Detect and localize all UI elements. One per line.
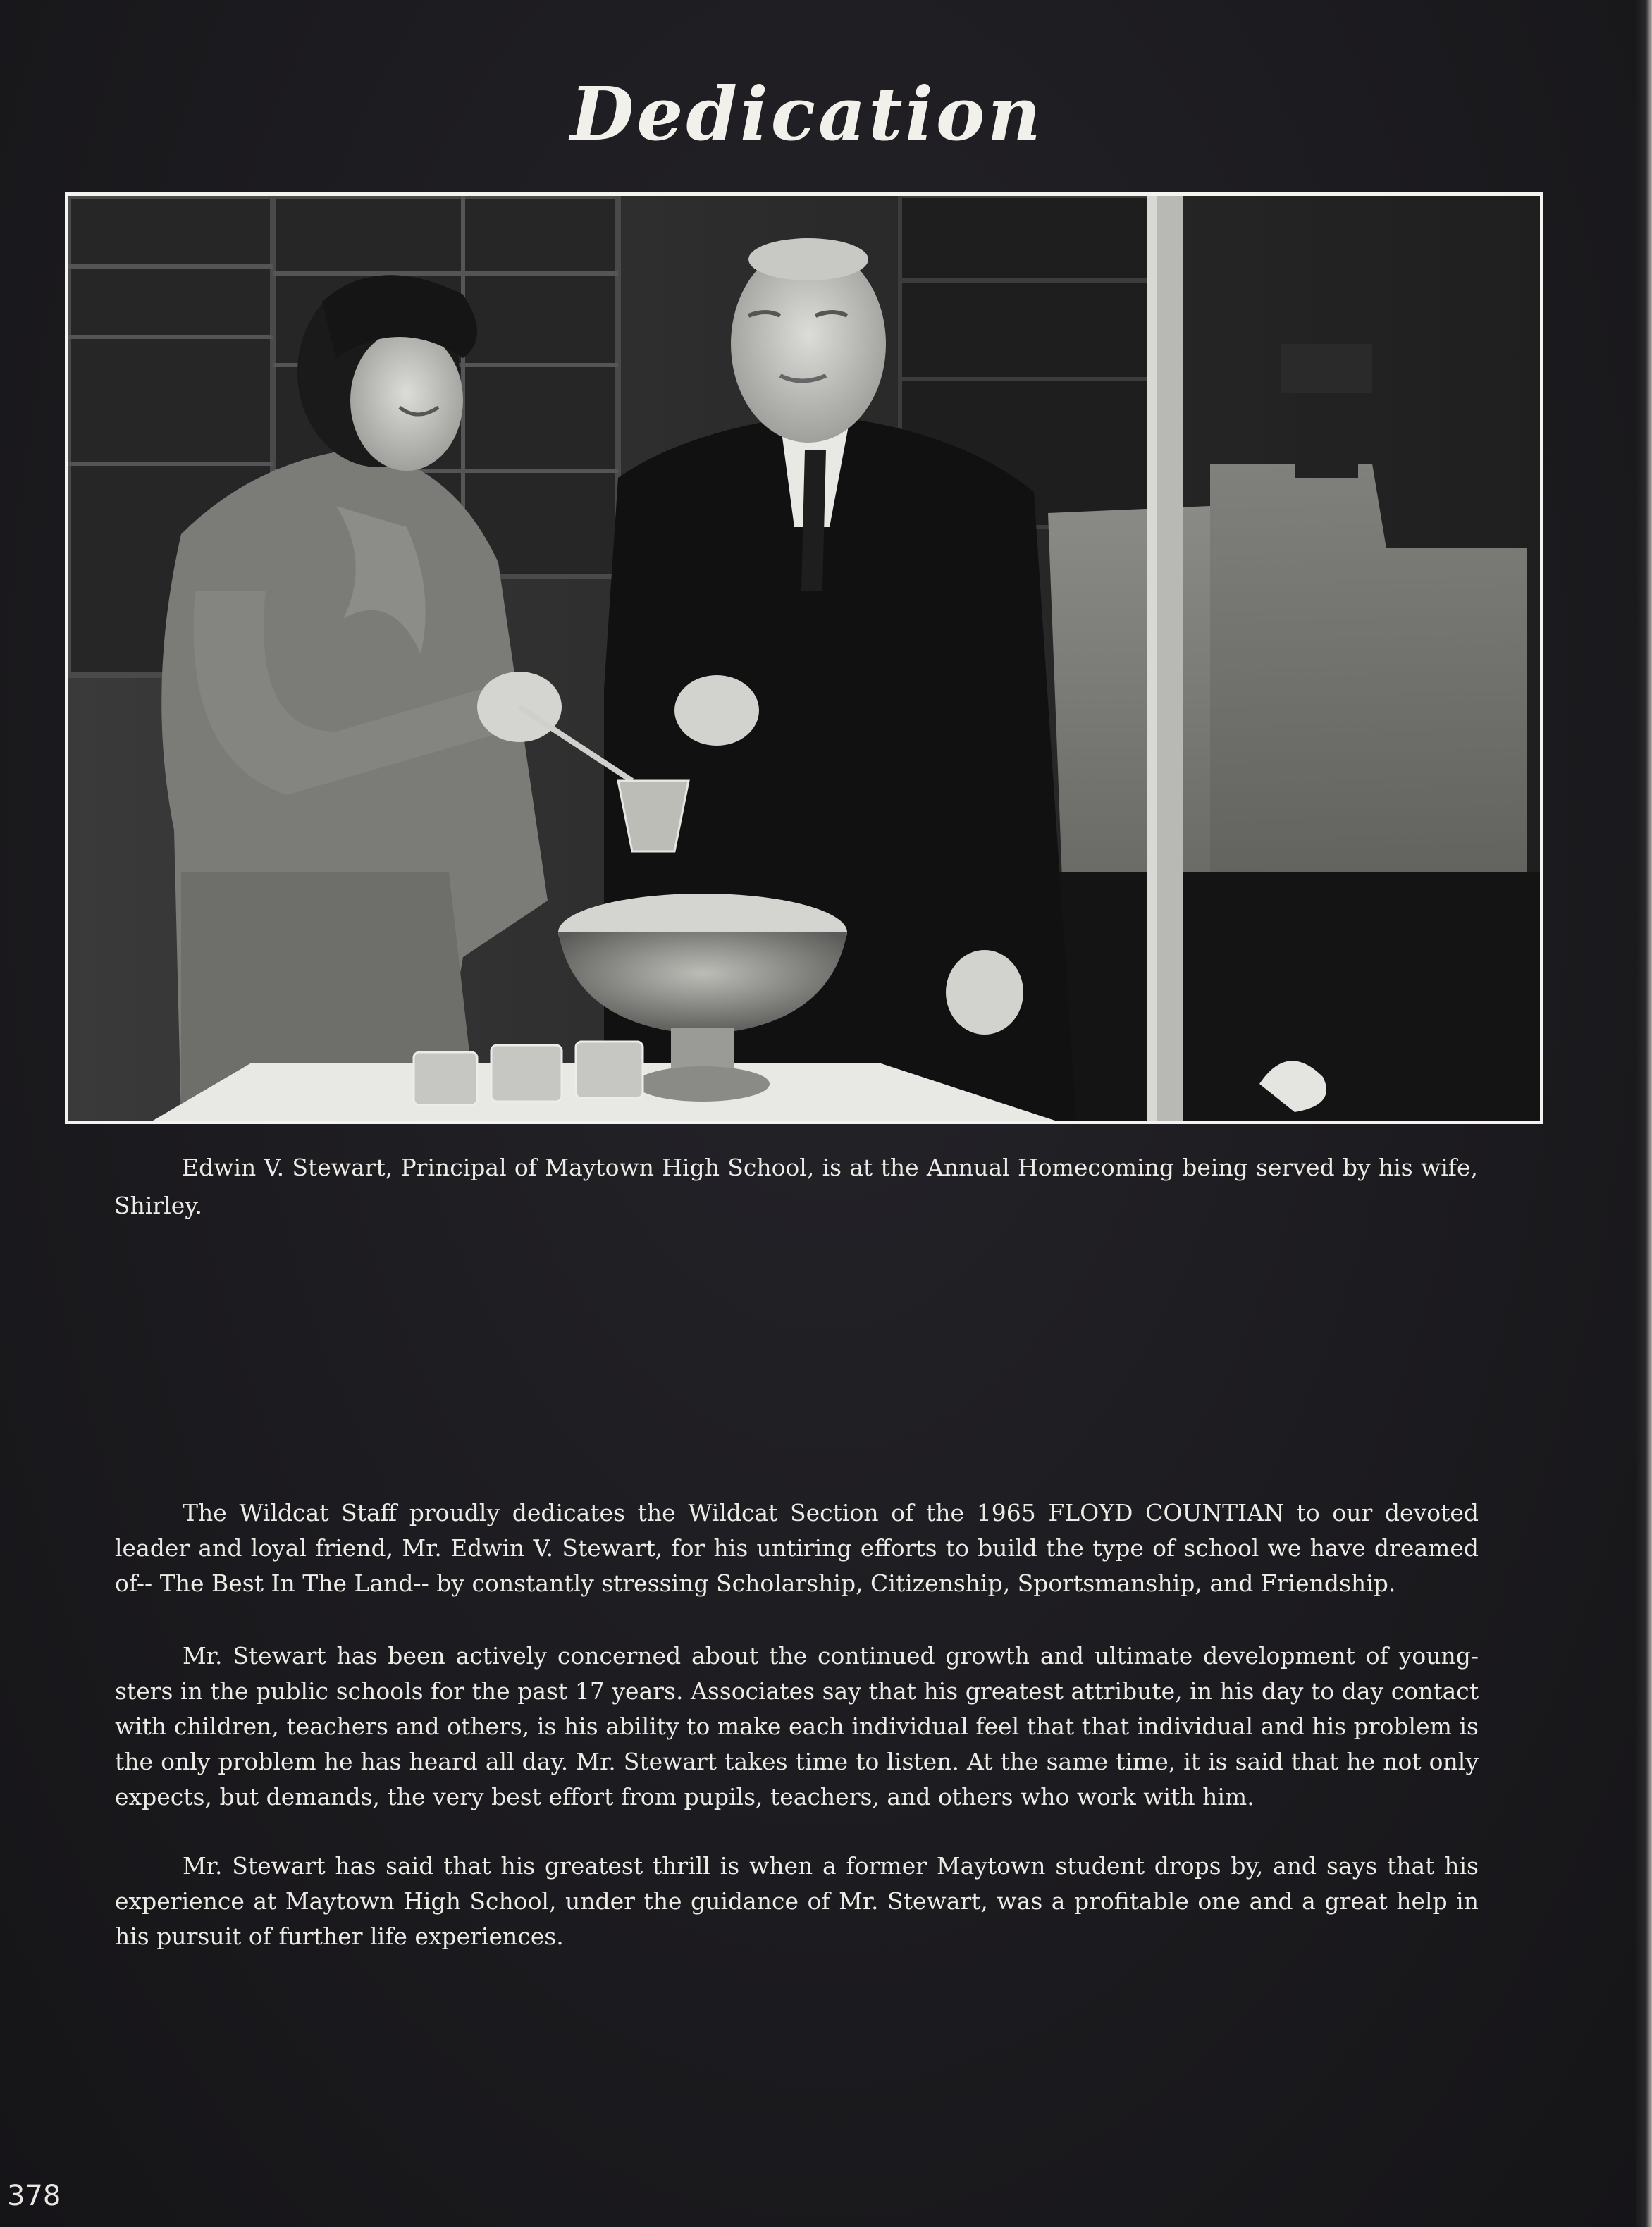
photo-principal-and-wife-icon — [68, 196, 1540, 1121]
dedication-paragraph-2: Mr. Stewart has been actively concerned about the continued growth and ultimate development of young-sters in the public schools for the past 17 years. Associates say that his greatest attribute, in his day to day contact with children, teachers and others, is his ability to make each individual feel that that individual and his problem is the only problem he has heard all day. Mr. Stewart takes time to listen. At the same time, it is said that he not only expects, but demands, the very best effort from pupils, teachers, and others who work with him. — [115, 1642, 1479, 1810]
dedication-photo — [65, 192, 1543, 1124]
page-title: Dedication — [570, 70, 1044, 157]
page-number: 378 — [7, 2180, 61, 2212]
photo-caption: Edwin V. Stewart, Principal of Maytown High School, is at the Annual Homecoming being served by his wife, Shirley. — [114, 1154, 1478, 1219]
dedication-paragraph-3: Mr. Stewart has said that his greatest thrill is when a former Maytown student drops by, and says that his experience at Maytown High School, under the guidance of Mr. Stewart, was a profitable one and a great help in his pursuit of further life experiences. — [115, 1852, 1479, 1950]
page-edge — [1636, 0, 1652, 2227]
dedication-paragraph-1: The Wildcat Staff proudly dedicates the Wildcat Section of the 1965 FLOYD COUNTIAN to our devoted leader and loyal friend, Mr. Edwin V. Stewart, for his untiring efforts to build the type of school we have dreamed of-- The Best In The Land-- by constantly stressing Scholarship, Citizenship, Sportsmanship, and Friendship. — [115, 1499, 1479, 1597]
